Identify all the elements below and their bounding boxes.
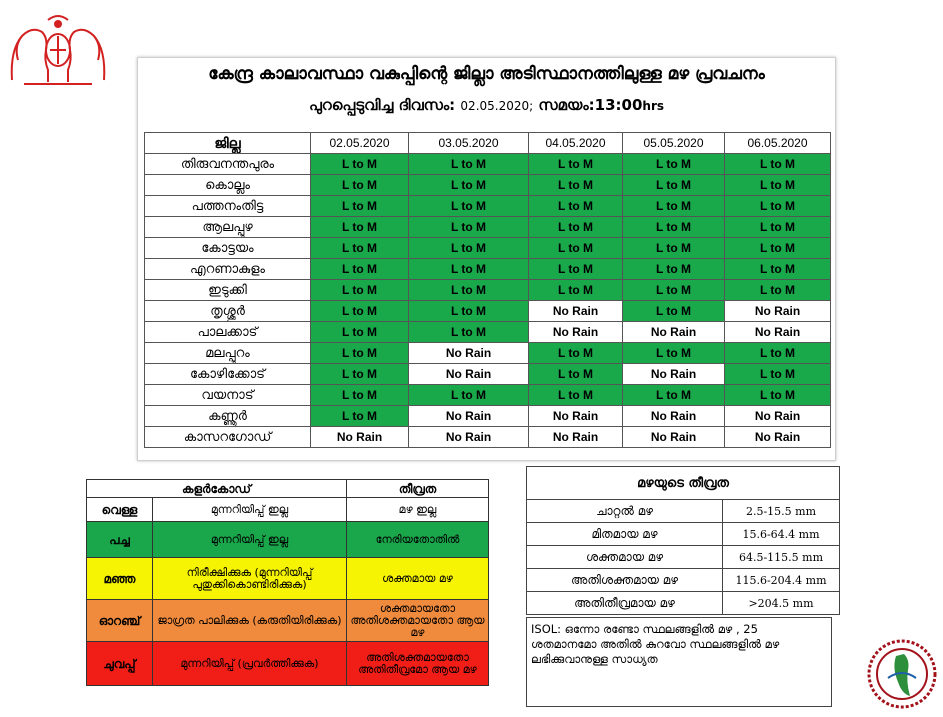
forecast-cell: L to M — [409, 196, 529, 217]
issued-label: പുറപ്പെടുവിച്ച ദിവസം: — [308, 96, 456, 114]
forecast-cell: No Rain — [409, 364, 529, 385]
legend-intensity-header: തീവ്രത — [347, 480, 489, 498]
legend-color-name: മഞ്ഞ — [87, 558, 153, 600]
district-name: കോട്ടയം — [145, 238, 311, 259]
forecast-row — [145, 343, 831, 364]
legend-intensity: ശക്തമായതോ അതിശക്തമായതോ ആയ മഴ — [347, 600, 489, 642]
legend-color-name: പച്ച — [87, 522, 153, 558]
color-code-legend — [86, 479, 489, 686]
forecast-table — [144, 132, 831, 448]
legend-header-row — [87, 480, 489, 498]
forecast-cell: L to M — [409, 385, 529, 406]
forecast-cell: L to M — [409, 238, 529, 259]
forecast-cell: L to M — [529, 343, 623, 364]
legend-intensity: അതിശക്തമായതോ അതിതീവ്രമോ ആയ മഴ — [347, 642, 489, 686]
forecast-cell: L to M — [311, 259, 409, 280]
forecast-cell: L to M — [311, 385, 409, 406]
legend-meaning: മുന്നറിയിപ്പ് ഇല്ല — [153, 498, 347, 522]
district-name: കൊല്ലം — [145, 175, 311, 196]
district-name: ഇടുക്കി — [145, 280, 311, 301]
forecast-cell: L to M — [623, 196, 725, 217]
district-name: കണ്ണൂർ — [145, 406, 311, 427]
forecast-cell: L to M — [623, 154, 725, 175]
forecast-cell: L to M — [311, 343, 409, 364]
intensity-range: 115.6-204.4 mm — [723, 569, 840, 592]
intensity-range: 64.5-115.5 mm — [723, 546, 840, 569]
forecast-cell: L to M — [311, 217, 409, 238]
rain-intensity-table — [526, 466, 840, 615]
intensity-label: ചാറ്റൽ മഴ — [527, 500, 723, 523]
issued-date: 02.05.2020; — [460, 99, 534, 113]
legend-row — [87, 498, 489, 522]
forecast-row — [145, 364, 831, 385]
forecast-cell: No Rain — [623, 406, 725, 427]
forecast-cell: L to M — [409, 259, 529, 280]
forecast-row — [145, 301, 831, 322]
forecast-cell: L to M — [725, 238, 831, 259]
legend-row — [87, 558, 489, 600]
forecast-row — [145, 385, 831, 406]
legend-color-name: ഓറഞ്ച് — [87, 600, 153, 642]
legend-intensity: ശക്തമായ മഴ — [347, 558, 489, 600]
legend-row — [87, 522, 489, 558]
district-name: ആലപ്പുഴ — [145, 217, 311, 238]
time-label: സമയം: — [538, 96, 595, 114]
time-value: 13:00 — [594, 96, 643, 114]
forecast-cell: No Rain — [529, 301, 623, 322]
district-name: കാസറഗോഡ് — [145, 427, 311, 448]
forecast-cell: L to M — [529, 385, 623, 406]
forecast-row — [145, 238, 831, 259]
forecast-cell: L to M — [311, 322, 409, 343]
forecast-cell: L to M — [725, 196, 831, 217]
time-unit: hrs — [642, 99, 665, 113]
forecast-cell: L to M — [623, 280, 725, 301]
forecast-row — [145, 154, 831, 175]
intensity-label: ശക്തമായ മഴ — [527, 546, 723, 569]
intensity-label: അതിശക്തമായ മഴ — [527, 569, 723, 592]
date-column-header: 02.05.2020 — [311, 133, 409, 154]
intensity-range: 2.5-15.5 mm — [723, 500, 840, 523]
forecast-cell: L to M — [409, 280, 529, 301]
isol-note: ISOL: ഒന്നോ രണ്ടോ സ്ഥലങ്ങളിൽ മഴ , 25 ശതമാനമോ അതിൽ കുറവോ സ്ഥലങ്ങളിൽ മഴ ലഭിക്കുവാനുള്ള സാധ്യത — [526, 617, 832, 707]
forecast-cell: No Rain — [529, 427, 623, 448]
legend-color-header: കളർകോഡ് — [87, 480, 347, 498]
forecast-cell: L to M — [311, 364, 409, 385]
legend-intensity: നേരിയതോതിൽ — [347, 522, 489, 558]
forecast-cell: L to M — [311, 238, 409, 259]
forecast-cell: No Rain — [529, 322, 623, 343]
forecast-row — [145, 259, 831, 280]
forecast-cell: No Rain — [725, 301, 831, 322]
forecast-cell: L to M — [725, 385, 831, 406]
legend-meaning: നിരീക്ഷിക്കുക (മുന്നറിയിപ്പ് പുതുക്കികൊണ്ടിരിക്കുക) — [153, 558, 347, 600]
forecast-cell: L to M — [529, 280, 623, 301]
district-name: വയനാട് — [145, 385, 311, 406]
forecast-cell: L to M — [311, 154, 409, 175]
forecast-cell: L to M — [725, 175, 831, 196]
forecast-row — [145, 406, 831, 427]
forecast-cell: L to M — [725, 217, 831, 238]
district-name: പത്തനംതിട്ട — [145, 196, 311, 217]
forecast-row — [145, 280, 831, 301]
forecast-cell: L to M — [311, 301, 409, 322]
forecast-cell: L to M — [311, 406, 409, 427]
forecast-row — [145, 322, 831, 343]
legend-row — [87, 600, 489, 642]
forecast-cell: L to M — [409, 175, 529, 196]
forecast-cell: No Rain — [409, 427, 529, 448]
forecast-cell: L to M — [529, 217, 623, 238]
legend-meaning: മുന്നറിയിപ്പ് ഇല്ല — [153, 522, 347, 558]
forecast-cell: L to M — [529, 175, 623, 196]
kerala-emblem-icon — [4, 10, 112, 90]
forecast-cell: L to M — [725, 259, 831, 280]
district-name: തിരുവനന്തപുരം — [145, 154, 311, 175]
intensity-range: 15.6-64.4 mm — [723, 523, 840, 546]
forecast-cell: No Rain — [725, 427, 831, 448]
legend-meaning: ജാഗ്രത പാലിക്കുക (കരുതിയിരിക്കുക) — [153, 600, 347, 642]
forecast-cell: No Rain — [409, 406, 529, 427]
forecast-cell: L to M — [529, 196, 623, 217]
forecast-cell: No Rain — [623, 427, 725, 448]
forecast-cell: L to M — [311, 280, 409, 301]
forecast-cell: No Rain — [409, 343, 529, 364]
forecast-cell: L to M — [725, 280, 831, 301]
district-name: പാലക്കാട് — [145, 322, 311, 343]
forecast-cell: L to M — [623, 259, 725, 280]
date-column-header: 06.05.2020 — [725, 133, 831, 154]
forecast-cell: No Rain — [529, 406, 623, 427]
forecast-cell: L to M — [529, 364, 623, 385]
forecast-cell: L to M — [409, 301, 529, 322]
district-column-header: ജില്ല — [145, 133, 311, 154]
forecast-cell: L to M — [725, 154, 831, 175]
district-name: കോഴിക്കോട് — [145, 364, 311, 385]
page-title: കേന്ദ്ര കാലാവസ്ഥാ വകുപ്പിന്റെ ജില്ലാ അടിസ്ഥാനത്തിലുള്ള മഴ പ്രവചനം — [208, 64, 765, 84]
legend-color-name: ചുവപ്പ് — [87, 642, 153, 686]
date-column-header: 05.05.2020 — [623, 133, 725, 154]
forecast-cell: L to M — [623, 385, 725, 406]
forecast-cell: L to M — [409, 154, 529, 175]
forecast-cell: L to M — [529, 259, 623, 280]
forecast-cell: L to M — [409, 217, 529, 238]
forecast-header-row — [145, 133, 831, 154]
intensity-label: അതിതീവ്രമായ മഴ — [527, 592, 723, 615]
forecast-cell: No Rain — [623, 322, 725, 343]
legend-meaning: മുന്നറിയിപ്പ് (പ്രവർത്തിക്കുക) — [153, 642, 347, 686]
forecast-cell: L to M — [725, 364, 831, 385]
forecast-cell: L to M — [725, 343, 831, 364]
intensity-row — [527, 592, 840, 615]
forecast-cell: L to M — [529, 154, 623, 175]
forecast-cell: L to M — [623, 217, 725, 238]
intensity-label: മിതമായ മഴ — [527, 523, 723, 546]
forecast-cell: L to M — [623, 301, 725, 322]
forecast-cell: L to M — [311, 175, 409, 196]
forecast-cell: L to M — [623, 343, 725, 364]
legend-row — [87, 642, 489, 686]
forecast-cell: L to M — [409, 322, 529, 343]
forecast-cell: No Rain — [623, 364, 725, 385]
forecast-cell: L to M — [311, 196, 409, 217]
district-name: തൃശ്ശൂർ — [145, 301, 311, 322]
forecast-cell: No Rain — [725, 322, 831, 343]
forecast-row — [145, 175, 831, 196]
ksdma-logo-icon — [866, 638, 938, 710]
forecast-cell: No Rain — [725, 406, 831, 427]
forecast-cell: No Rain — [311, 427, 409, 448]
intensity-row — [527, 523, 840, 546]
district-name: മലപ്പുറം — [145, 343, 311, 364]
intensity-range: >204.5 mm — [723, 592, 840, 615]
date-column-header: 04.05.2020 — [529, 133, 623, 154]
forecast-card — [137, 57, 836, 461]
forecast-cell: L to M — [623, 175, 725, 196]
intensity-title-row — [527, 467, 840, 500]
intensity-row — [527, 500, 840, 523]
intensity-title: മഴയുടെ തീവ്രത — [527, 467, 840, 500]
intensity-row — [527, 569, 840, 592]
forecast-cell: L to M — [623, 238, 725, 259]
intensity-row — [527, 546, 840, 569]
legend-intensity: മഴ ഇല്ല — [347, 498, 489, 522]
forecast-row — [145, 427, 831, 448]
legend-color-name: വെള്ള — [87, 498, 153, 522]
forecast-row — [145, 196, 831, 217]
issued-line — [138, 96, 835, 114]
district-name: എറണാകുളം — [145, 259, 311, 280]
forecast-cell: L to M — [529, 238, 623, 259]
date-column-header: 03.05.2020 — [409, 133, 529, 154]
forecast-row — [145, 217, 831, 238]
